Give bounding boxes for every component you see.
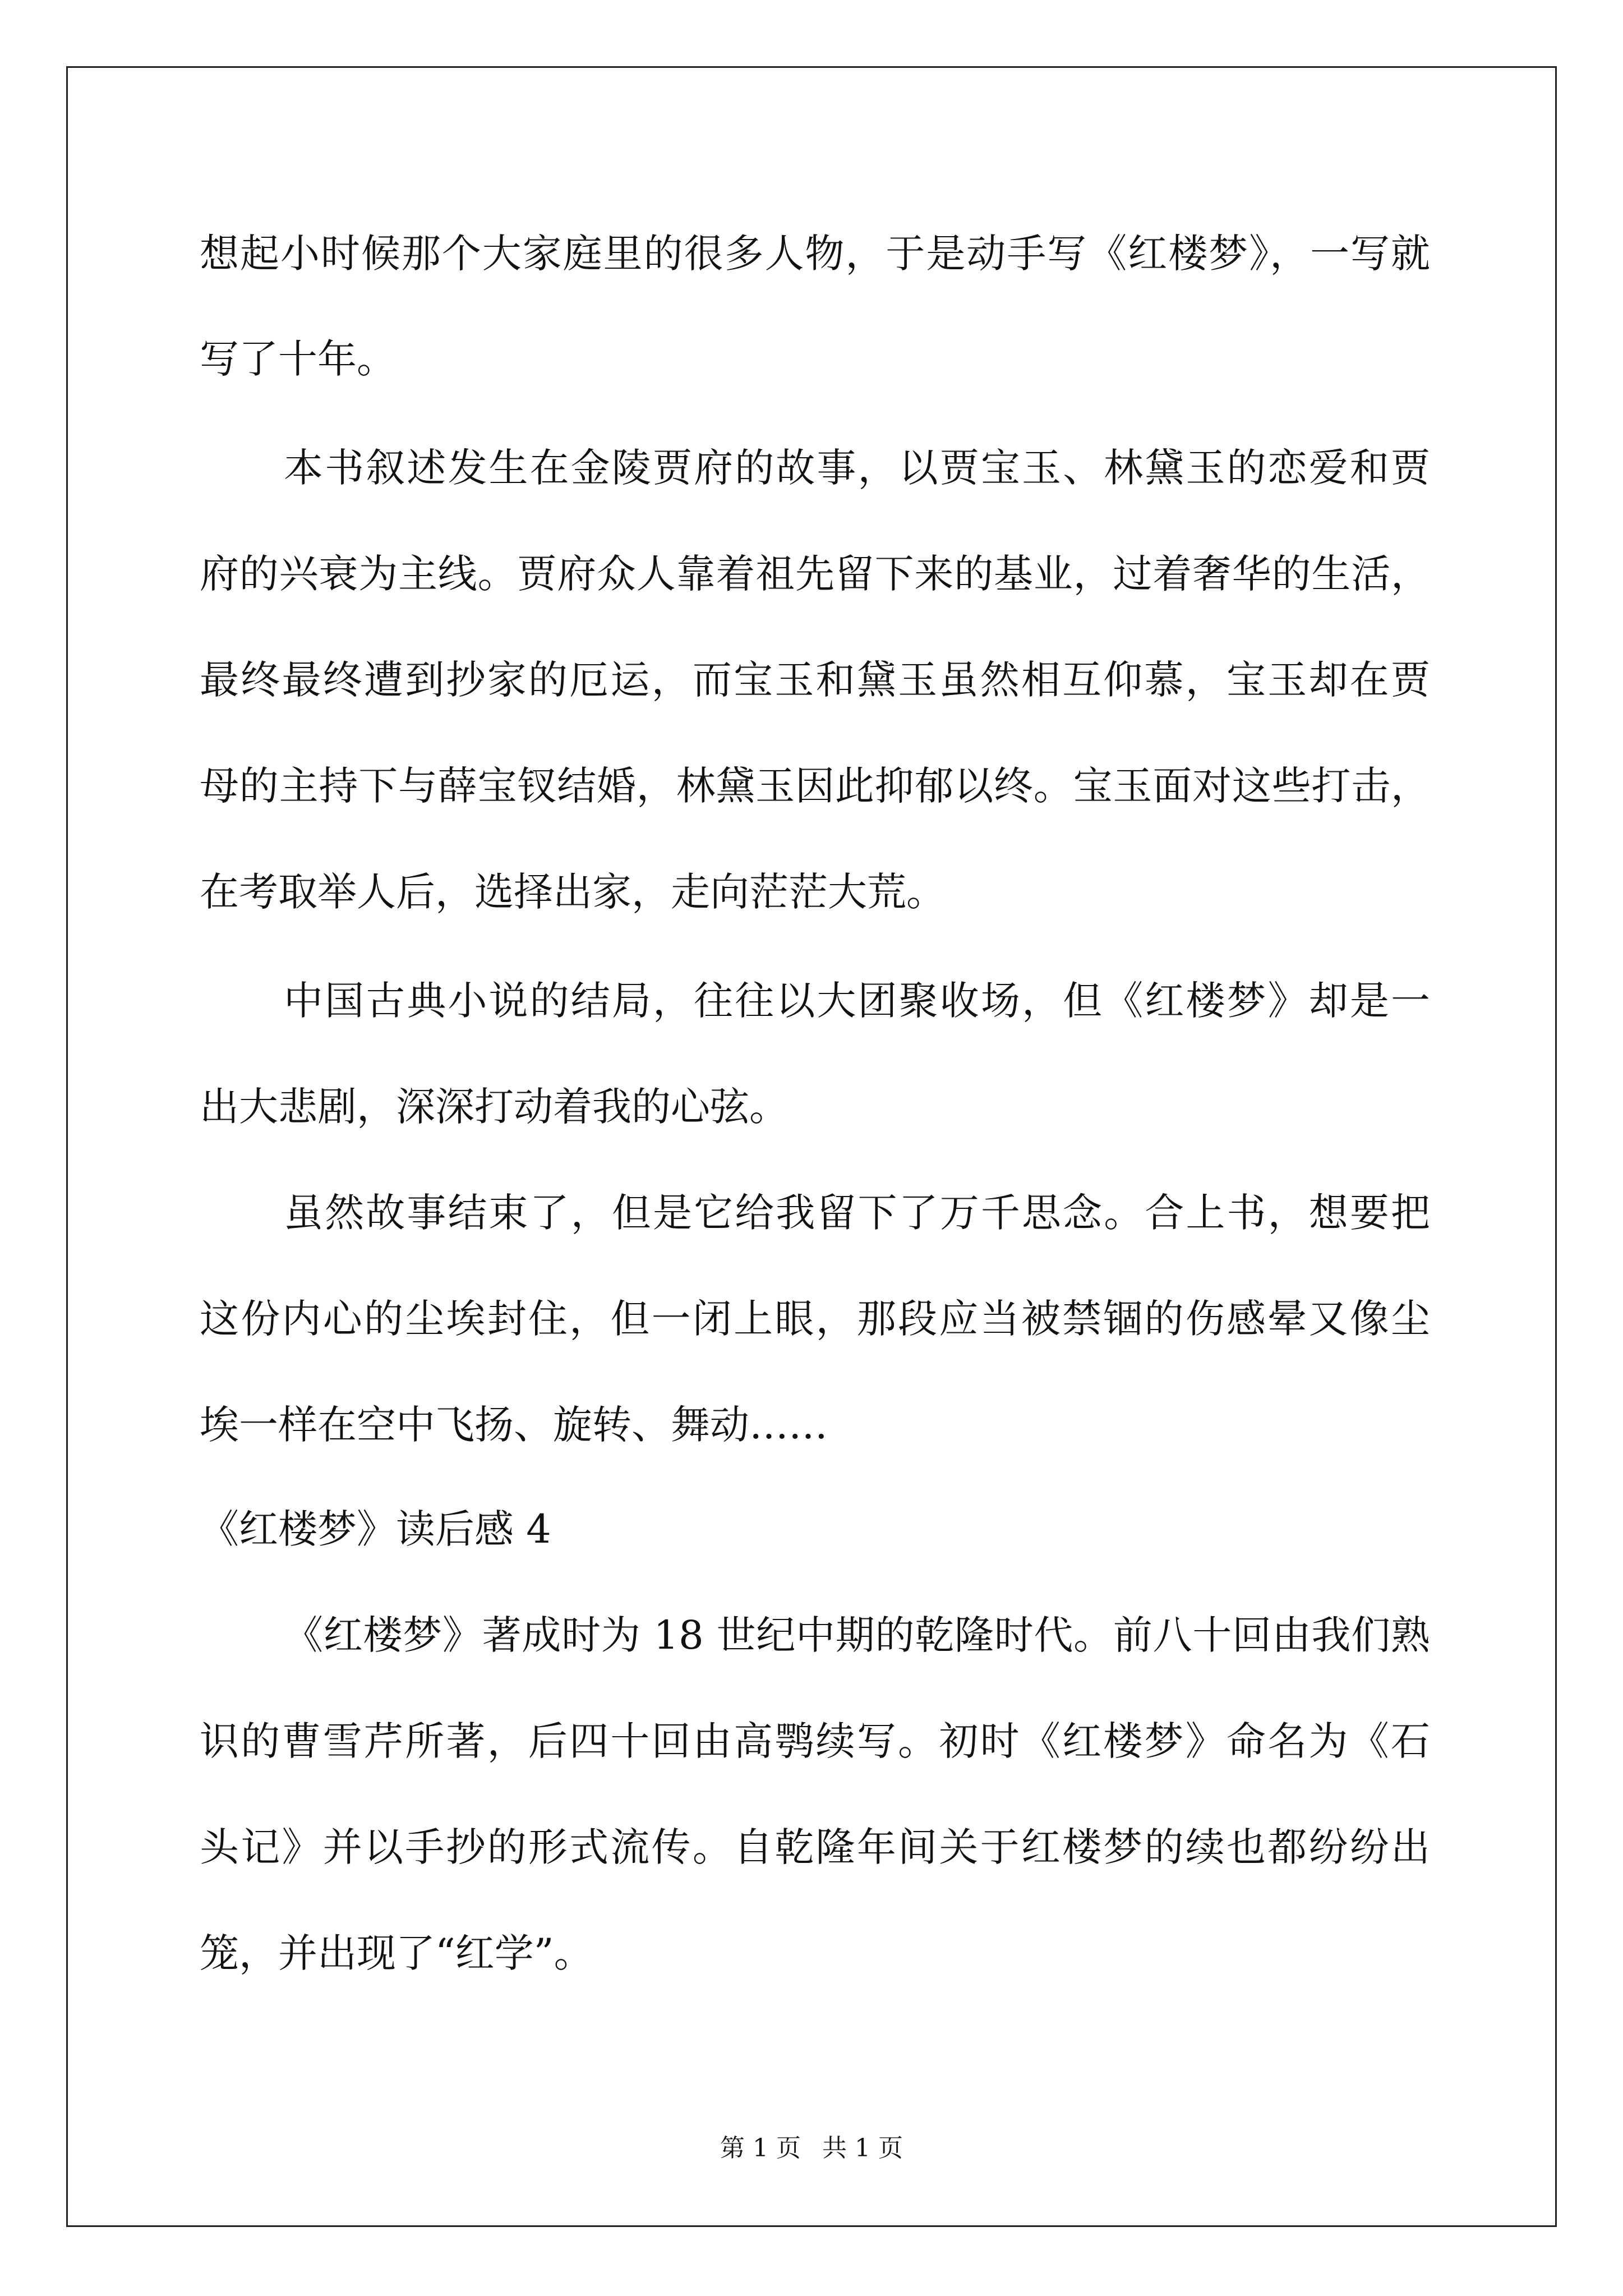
paragraph-line: 识的曹雪芹所著，后四十回由高鹗续写。初时《红楼梦》命名为《石 [200,1718,1430,1764]
page-footer [0,2132,1623,2165]
paragraph-line: 出大悲剧，深深打动着我的心弦。 [200,1084,789,1130]
paragraph-line: 本书叙述发生在金陵贾府的故事，以贾宝玉、林黛玉的恋爱和贾 [284,445,1430,491]
paragraph-line: 在考取举人后，选择出家，走向茫茫大荒。 [200,869,946,915]
paragraph-line: 《红楼梦》著成时为 18 世纪中期的乾隆时代。前八十回由我们熟 [284,1612,1430,1658]
paragraph-line: 头记》并以手抄的形式流传。自乾隆年间关于红楼梦的续也都纷纷出 [200,1824,1430,1870]
paragraph-line: 埃一样在空中飞扬、旋转、舞动…… [200,1402,828,1448]
paragraph-line: 虽然故事结束了，但是它给我留下了万千思念。合上书，想要把 [284,1190,1430,1236]
paragraph-line: 想起小时候那个大家庭里的很多人物，于是动手写《红楼梦》，一写就 [200,231,1430,277]
paragraph-line: 中国古典小说的结局，往往以大团聚收场，但《红楼梦》却是一 [284,978,1430,1024]
paragraph-line: 最终最终遭到抄家的厄运，而宝玉和黛玉虽然相互仰慕，宝玉却在贾 [200,657,1430,703]
paragraph-line: 笼，并出现了“红学”。 [200,1930,593,1976]
page-number: 第 1 页 [720,2134,801,2162]
paragraph-line: 母的主持下与薛宝钗结婚，林黛玉因此抑郁以终。宝玉面对这些打击， [200,763,1430,809]
paragraph-line: 府的兴衰为主线。贾府众人靠着祖先留下来的基业，过着奢华的生活， [200,551,1430,597]
paragraph-line: 写了十年。 [200,336,396,382]
page-total: 共 1 页 [822,2134,903,2162]
paragraph-line: 这份内心的尘埃封住，但一闭上眼，那段应当被禁锢的伤感晕又像尘 [200,1296,1430,1342]
section-heading: 《红楼梦》读后感 4 [200,1506,551,1552]
